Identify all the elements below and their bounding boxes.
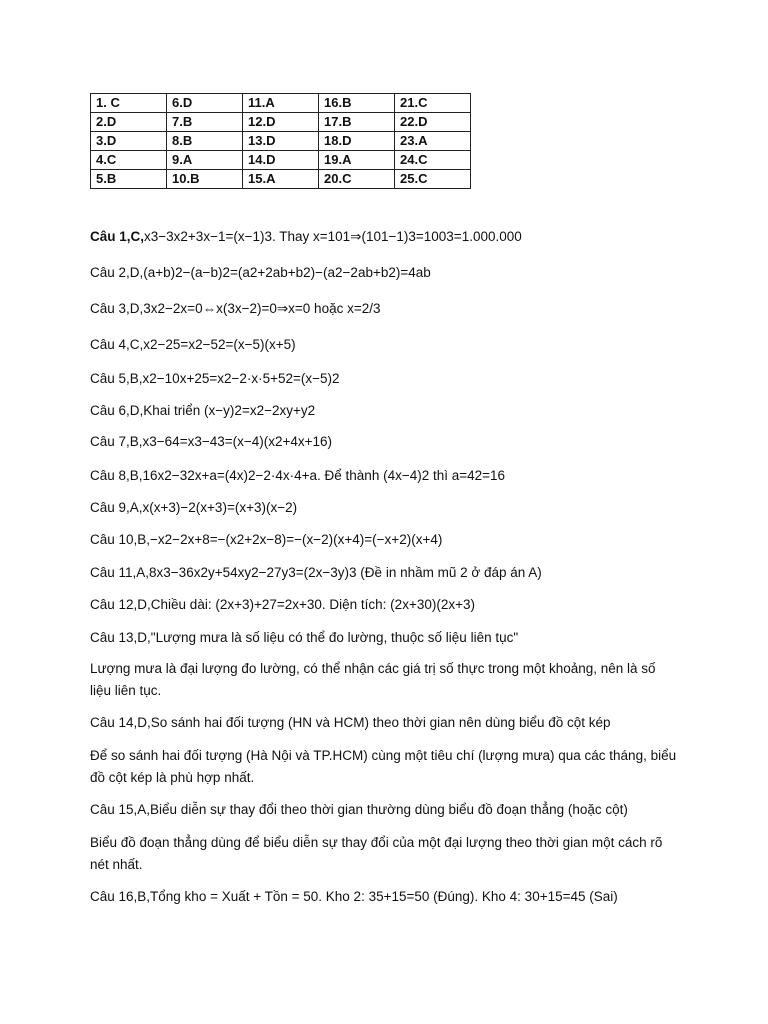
table-row xyxy=(91,113,471,132)
table-cell: 11.A xyxy=(243,94,319,113)
solution-q1-text: x3−3x2+3x−1=(x−1)3. Thay x=101⇒(101−1)3=1003=1.000.000 xyxy=(144,229,522,244)
solution-note-q13: Lượng mưa là đại lượng đo lường, có thể nhận các giá trị số thực trong một khoảng, nên là số liệu liên tục. xyxy=(90,661,656,698)
solution-line-q15: Câu 15,A,Biểu diễn sự thay đổi theo thời gian thường dùng biểu đồ đoạn thẳng (hoặc cột) xyxy=(90,802,628,817)
table-cell: 8.B xyxy=(167,132,243,151)
table-cell: 23.A xyxy=(395,132,471,151)
solution-line-q12: Câu 12,D,Chiều dài: (2x+3)+27=2x+30. Diện tích: (2x+30)(2x+3) xyxy=(90,597,475,612)
solution-line-q11: Câu 11,A,8x3−36x2y+54xy2−27y3=(2x−3y)3 (Đề in nhầm mũ 2 ở đáp án A) xyxy=(90,565,542,580)
table-cell: 18.D xyxy=(319,132,395,151)
solution-line-q9: Câu 9,A,x(x+3)−2(x+3)=(x+3)(x−2) xyxy=(90,500,298,515)
table-cell: 9.A xyxy=(167,151,243,170)
solution-line-q8: Câu 8,B,16x2−32x+a=(4x)2−2·4x·4+a. Để thành (4x−4)2 thì a=42=16 xyxy=(90,468,506,483)
table-cell: 3.D xyxy=(91,132,167,151)
table-cell: 21.C xyxy=(395,94,471,113)
table-row xyxy=(91,132,471,151)
table-cell: 4.C xyxy=(91,151,167,170)
solution-line-q2: Câu 2,D,(a+b)2−(a−b)2=(a2+2ab+b2)−(a2−2ab+b2)=4ab xyxy=(90,265,431,280)
table-cell: 24.C xyxy=(395,151,471,170)
table-cell: 7.B xyxy=(167,113,243,132)
solution-note-q15: Biểu đồ đoạn thẳng dùng để biểu diễn sự thay đổi của một đại lượng theo thời gian một cách rõ nét nhất. xyxy=(90,835,663,872)
solution-line-q3: Câu 3,D,3x2−2x=0⇔x(3x−2)=0⇒x=0 hoặc x=2/3 xyxy=(90,301,381,316)
table-cell: 22.D xyxy=(395,113,471,132)
table-cell: 5.B xyxy=(91,170,167,189)
solution-line-q7: Câu 7,B,x3−64=x3−43=(x−4)(x2+4x+16) xyxy=(90,434,333,449)
table-cell: 12.D xyxy=(243,113,319,132)
table-cell: 14.D xyxy=(243,151,319,170)
table-cell: 1. C xyxy=(91,94,167,113)
answer-key-table xyxy=(90,93,471,189)
table-cell: 16.B xyxy=(319,94,395,113)
table-row xyxy=(91,170,471,189)
table-cell: 13.D xyxy=(243,132,319,151)
table-cell: 19.A xyxy=(319,151,395,170)
table-cell: 15.A xyxy=(243,170,319,189)
table-cell: 2.D xyxy=(91,113,167,132)
solution-line-q6: Câu 6,D,Khai triển (x−y)2=x2−2xy+y2 xyxy=(90,403,316,418)
table-cell: 25.C xyxy=(395,170,471,189)
solution-line-q4: Câu 4,C,x2−25=x2−52=(x−5)(x+5) xyxy=(90,337,296,352)
table-cell: 10.B xyxy=(167,170,243,189)
table-row xyxy=(91,151,471,170)
table-row xyxy=(91,94,471,113)
solution-line-q1 xyxy=(90,226,522,248)
table-cell: 6.D xyxy=(167,94,243,113)
solution-line-q13: Câu 13,D,"Lượng mưa là số liệu có thể đo lường, thuộc số liệu liên tục" xyxy=(90,630,519,645)
table-cell: 20.C xyxy=(319,170,395,189)
solution-line-q14: Câu 14,D,So sánh hai đối tượng (HN và HCM) theo thời gian nên dùng biểu đồ cột kép xyxy=(90,715,611,730)
table-cell: 17.B xyxy=(319,113,395,132)
solution-q1-prefix: Câu 1,C, xyxy=(90,229,145,244)
solution-note-q14: Để so sánh hai đối tượng (Hà Nội và TP.HCM) cùng một tiêu chí (lượng mưa) qua các tháng, biểu đồ cột kép là phù hợp nhất. xyxy=(90,748,677,785)
solution-line-q16: Câu 16,B,Tổng kho = Xuất + Tồn = 50. Kho 2: 35+15=50 (Đúng). Kho 4: 30+15=45 (Sai) xyxy=(90,889,618,904)
solution-line-q10: Câu 10,B,−x2−2x+8=−(x2+2x−8)=−(x−2)(x+4)=(−x+2)(x+4) xyxy=(90,532,443,547)
solution-line-q5: Câu 5,B,x2−10x+25=x2−2·x·5+52=(x−5)2 xyxy=(90,371,340,386)
